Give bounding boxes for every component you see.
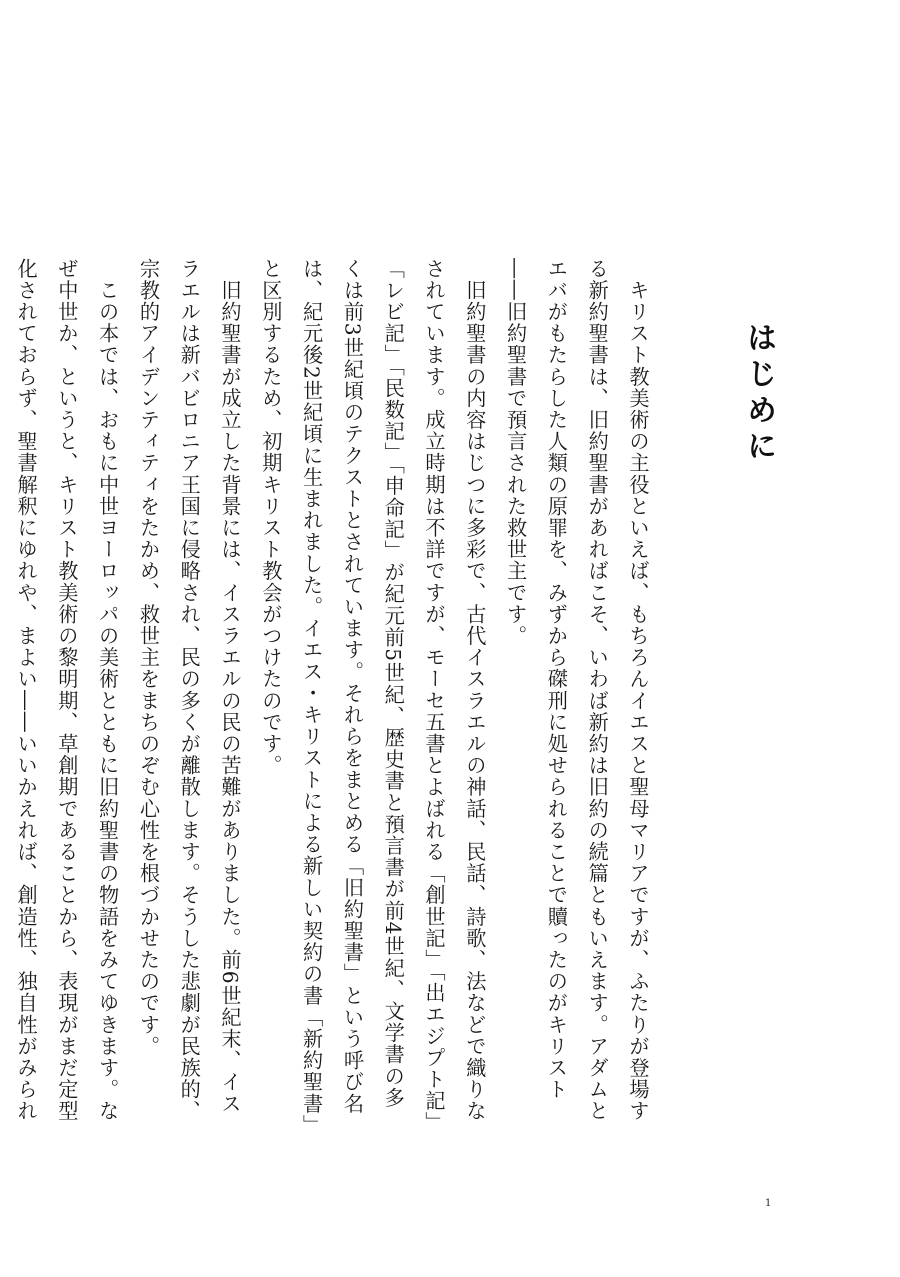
paragraph-3: 旧約聖書が成立した背景には、イスラエルの民の苦難がありました。前6世紀末、イスラエルは新バビロニア王国に侵略され、民の多くが離散します。そうした悲劇が民族的、宗教的アイデンティティをたかめ、救世主をまちのぞむ心性を根づかせたのです。 bbox=[136, 258, 243, 1122]
chapter-title: はじめに bbox=[741, 322, 777, 466]
page-number: 1 bbox=[765, 1198, 772, 1209]
body-text bbox=[14, 258, 658, 1128]
paragraph-1: キリスト教美術の主役といえば、もちろんイエスと聖母マリアですが、ふたりが登場する新約聖書は、旧約聖書があればこそ、いわば新約は旧約の続篇ともいえます。アダムとエバがもたらした人類の原罪を、みずから磔刑に処せられることで贖ったのがキリスト――旧約聖書で預言された救世主です。 bbox=[503, 258, 650, 1123]
paragraph-2: 旧約聖書の内容はじつに多彩で、古代イスラエルの神話、民話、詩歌、法などで織りなされています。成立時期は不詳ですが、モーセ五書とよばれる「創世記」「出エジプト記」「レビ記」「民数記」「申命記」が紀元前5世紀、歴史書と預言書が前4世紀、文学書の多くは前3世紀頃のテクストとされています。それらをまとめる「旧約聖書」という呼び名は、紀元後2世紀頃に生まれました。イエス・キリストによる新しい契約の書「新約聖書」と区別するため、初期キリスト教会がつけたのです。 bbox=[258, 258, 487, 1127]
paragraph-4: この本では、おもに中世ヨーロッパの美術とともに旧約聖書の物語をみてゆきます。なぜ中世か、というと、キリスト教美術の黎明期、草創期であることから、表現がまだ定型化されておらず、聖書解釈にゆれや、まよい――いいかえれば、創造性、独自性がみられ bbox=[14, 258, 120, 1123]
